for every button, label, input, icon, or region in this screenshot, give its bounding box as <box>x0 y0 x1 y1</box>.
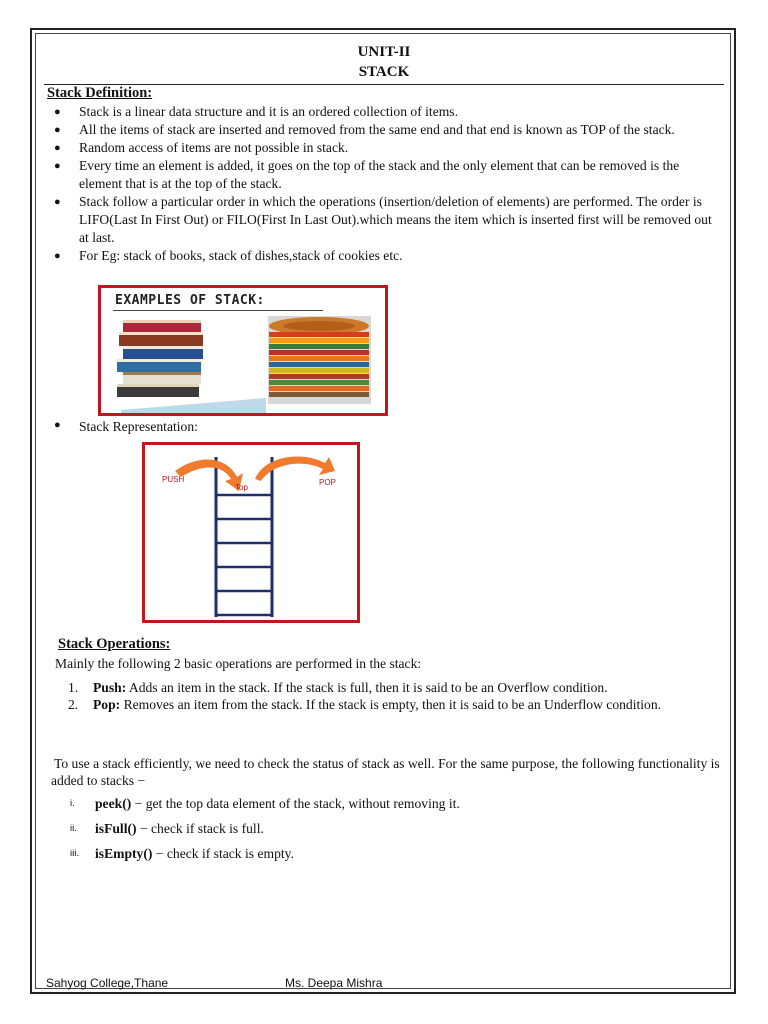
examples-figure <box>98 285 388 416</box>
push-label: PUSH <box>162 475 185 484</box>
operations-intro: Mainly the following 2 basic operations are performed in the stack: <box>55 656 422 671</box>
function-desc: − check if stack is empty. <box>152 846 294 861</box>
footer-author: Ms. Deepa Mishra <box>285 976 383 990</box>
footer-college: Sahyog College,Thane <box>46 976 169 990</box>
books-stack-icon <box>117 320 203 397</box>
pop-label: POP <box>319 478 336 487</box>
definition-list <box>52 103 724 265</box>
efficiency-paragraph: To use a stack efficiently, we need to check the status of stack as well. For the same purpose, the following functionality is added to stacks − <box>51 756 720 788</box>
operations-heading: Stack Operations: <box>58 636 171 652</box>
function-name: isEmpty() <box>95 846 153 861</box>
function-desc: − check if stack is full. <box>136 821 264 836</box>
function-name: peek() <box>95 796 132 811</box>
function-name: isFull() <box>95 821 137 836</box>
definition-item: ● Stack follow a particular order in which the operations (insertion/deletion of elements) are performed. The order is LIFO(Last In First Out) or FILO(First In Last Out).which means the item which is inserted first will be removed out at last. <box>52 193 724 247</box>
function-item: i. peek() − get the top data element of the stack, without removing it. <box>70 796 460 811</box>
plates-stack-icon <box>268 316 371 404</box>
function-desc: − get the top data element of the stack, without removing it. <box>131 796 460 811</box>
function-item: iii. isEmpty() − check if stack is empty. <box>70 846 294 861</box>
operation-desc: Adds an item in the stack. If the stack is full, then it is said to be an Overflow condition. <box>126 680 608 695</box>
operation-item: 2. Pop: Removes an item from the stack. If the stack is empty, then it is said to be an Underflow condition. <box>68 697 662 712</box>
stack-ladder <box>216 457 272 617</box>
operation-desc: Removes an item from the stack. If the stack is empty, then it is said to be an Underflow condition. <box>120 697 662 712</box>
definition-item: ● Every time an element is added, it goes on the top of the stack and the only element that can be removed is the element that is at the top of the stack. <box>52 157 724 193</box>
definition-item: ● All the items of stack are inserted and removed from the same end and that end is known as TOP of the stack. <box>52 121 724 139</box>
operation-name: Pop: <box>93 697 121 712</box>
topic-title: STACK <box>358 64 410 80</box>
examples-illustration <box>101 288 385 413</box>
definition-item: ● Stack is a linear data structure and it is an ordered collection of items. <box>52 103 724 121</box>
definition-heading: Stack Definition: <box>47 85 153 101</box>
representation-figure <box>142 442 360 623</box>
operations-list <box>68 679 708 713</box>
unit-title: UNIT-II <box>357 44 411 60</box>
top-label: Top <box>235 483 248 492</box>
definition-item: ● Random access of items are not possible in stack. <box>52 139 724 157</box>
representation-bullet: ● Stack Representation: <box>52 419 198 435</box>
examples-caption: EXAMPLES OF STACK: <box>115 293 265 308</box>
function-item: ii. isFull() − check if stack is full. <box>70 821 264 836</box>
functions-list <box>70 796 710 871</box>
operation-name: Push: <box>93 680 127 695</box>
push-arrow-icon <box>175 460 243 491</box>
stack-ladder-diagram <box>145 445 357 620</box>
definition-item: ● For Eg: stack of books, stack of dishes,stack of cookies etc. <box>52 247 724 265</box>
operation-item: 1. Push: Adds an item in the stack. If the stack is full, then it is said to be an Overflow condition. <box>68 680 608 695</box>
